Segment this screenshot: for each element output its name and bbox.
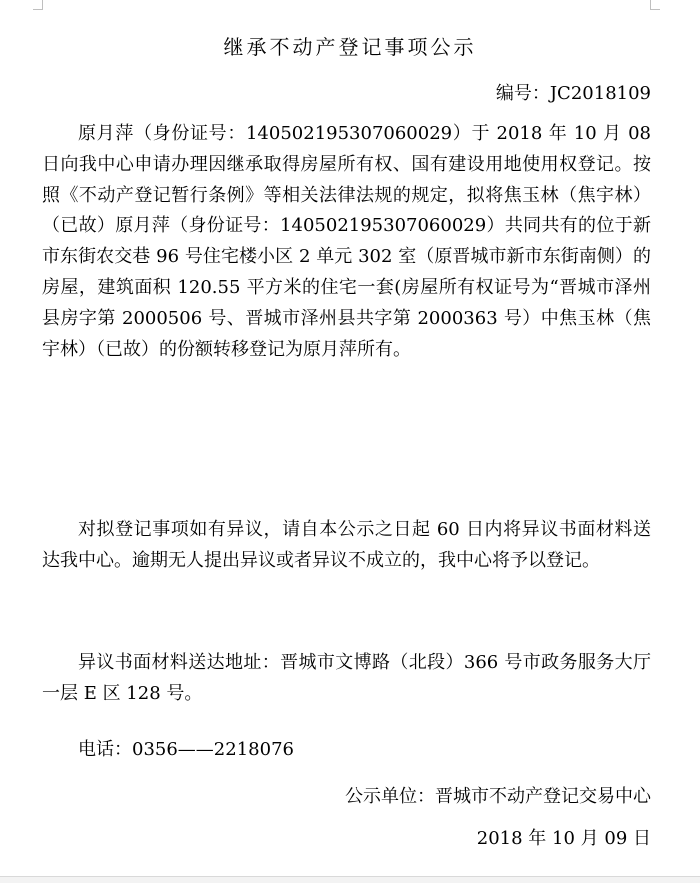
paragraph-objection-address: 异议书面材料送达地址：晋城市文博路（北段）366 号市政务服务大厅一层 E 区 128 号。: [42, 652, 651, 704]
paragraph-objection-notice: 对拟登记事项如有异议，请自本公示之日起 60 日内将异议书面材料送达我中心。逾期无人提出异议或者异议不成立的，我中心将予以登记。: [42, 519, 651, 571]
document-number: 编号：JC2018109: [495, 83, 651, 104]
document-title: 继承不动产登记事项公示: [223, 35, 477, 59]
publish-date: 2018 年 10 月 09 日: [476, 828, 651, 849]
paragraph-phone: 电话：0356——2218076: [78, 739, 294, 760]
page-corner-mark-left: [33, 0, 43, 10]
paragraph-application: 原月萍（身份证号：140502195307060029）于 2018 年 10 月 08 日向我中心申请办理因继承取得房屋所有权、国有建设用地使用权登记。按照《不动产登记暂行条例》等相关法律法规的规定，拟将焦玉林（焦宇林）（已故）原月萍（身份证号：140502195307060029）共同共有的位于新市东街农交巷 96 号住宅楼小区 2 单元 302 室（原晋城市新市东街南侧）的房屋，建筑面积 120.55 平方米的住宅一套(房屋所有权证号为“晋城市泽州县房字第 2000506 号、晋城市泽州县共字第 2000363 号）中焦玉林（焦宇林）（已故）的份额转移登记为原月萍所有。: [42, 123, 651, 360]
publisher-line: 公示单位：晋城市不动产登记交易中心: [345, 786, 651, 807]
page-corner-mark-right: [650, 0, 660, 10]
